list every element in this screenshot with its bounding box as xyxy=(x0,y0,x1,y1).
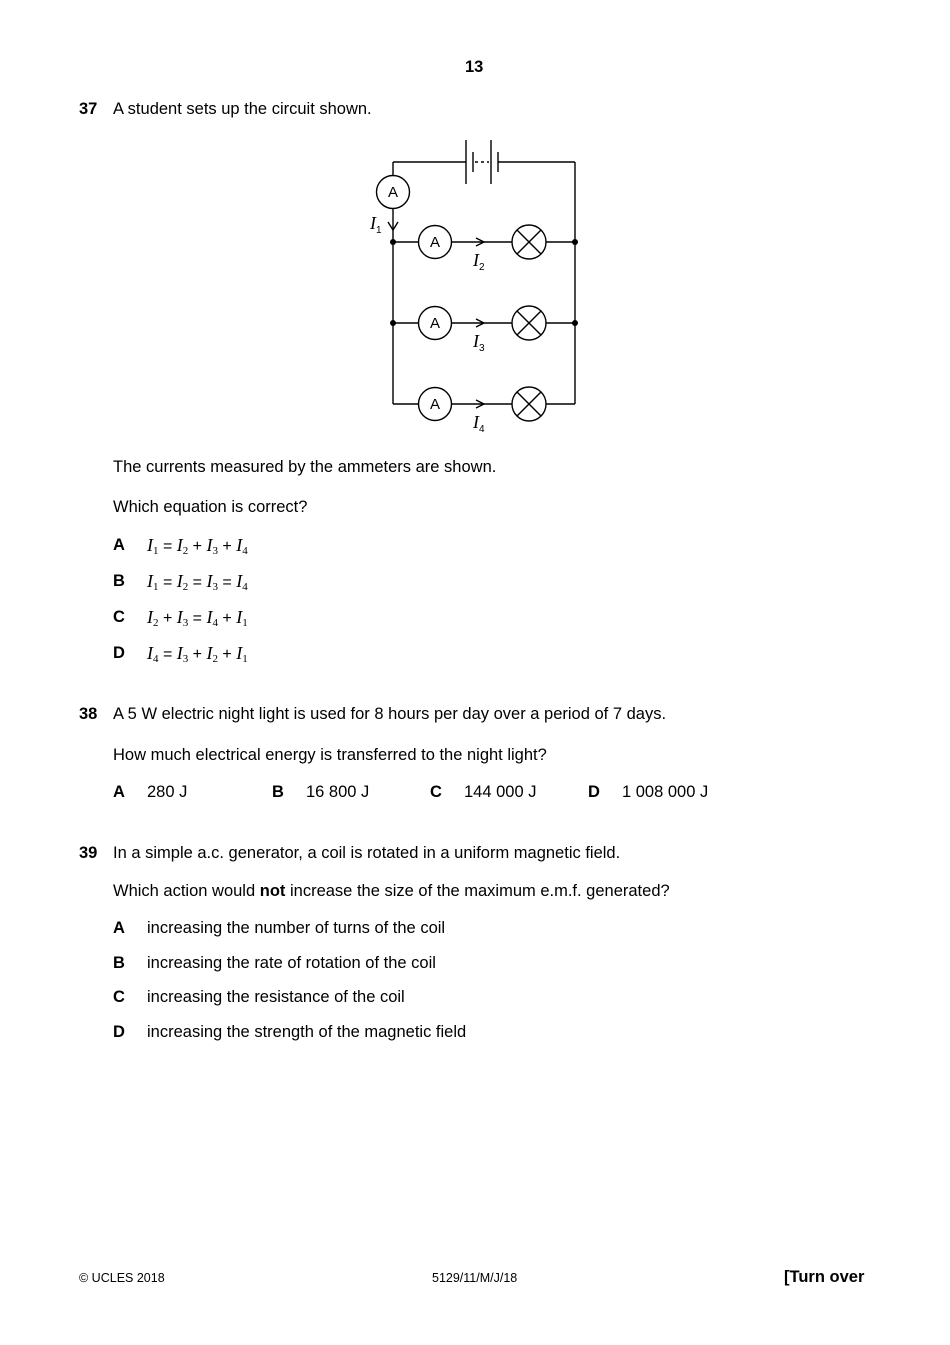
current-label-2: $I_2$ xyxy=(473,250,485,273)
operator: = xyxy=(158,574,177,591)
current-variable: $I_3$ xyxy=(176,643,189,665)
answer-option-a[interactable] xyxy=(113,783,188,802)
lamp-1 xyxy=(512,225,546,259)
answer-option-c[interactable] xyxy=(113,988,405,1007)
option-letter: C xyxy=(430,783,442,801)
option-letter: A xyxy=(113,536,125,554)
current-variable: $I_1$ xyxy=(147,571,159,593)
option-letter: B xyxy=(113,954,125,972)
option-text: 1 008 000 J xyxy=(622,783,709,801)
option-text: increasing the rate of rotation of the coil xyxy=(147,954,436,972)
question-38-stem: A 5 W electric night light is used for 8 hours per day over a period of 7 days. xyxy=(113,705,667,723)
current-variable: $I_2$ xyxy=(147,607,159,629)
option-text: 280 J xyxy=(147,783,188,801)
operator: + xyxy=(217,646,237,663)
option-text: increasing the strength of the magnetic field xyxy=(147,1023,467,1041)
current-variable: $I_4$ xyxy=(206,607,218,629)
footer-paper-code: 5129/11/M/J/18 xyxy=(432,1271,518,1285)
answer-option-d[interactable] xyxy=(113,1023,467,1042)
junction-dot xyxy=(572,239,578,245)
answer-option-d[interactable] xyxy=(588,783,709,802)
lamp-3 xyxy=(512,387,546,421)
equation xyxy=(147,643,248,665)
equation xyxy=(147,607,248,629)
ammeter-label: A xyxy=(429,234,441,251)
equation xyxy=(147,535,248,557)
circuit-diagram xyxy=(360,130,590,440)
question-38-question: How much electrical energy is transferred to the night light? xyxy=(113,746,547,764)
current-variable: $I_2$ xyxy=(176,535,189,557)
question-39-question: Which action would not increase the size of the maximum e.m.f. generated? xyxy=(113,882,670,900)
current-variable: $I_2$ xyxy=(206,643,218,665)
answer-option-b[interactable] xyxy=(272,783,370,802)
ammeter-label: A xyxy=(429,396,441,413)
current-variable: $I_2$ xyxy=(176,571,189,593)
answer-option-b[interactable] xyxy=(113,571,248,593)
page-number: 13 xyxy=(465,58,484,76)
operator: + xyxy=(188,646,207,663)
answer-option-a[interactable] xyxy=(113,919,446,938)
operator: = xyxy=(158,646,177,663)
current-variable: $I_3$ xyxy=(176,607,189,629)
ammeter-label: A xyxy=(429,315,441,332)
question-number-37: 37 xyxy=(79,100,98,118)
option-letter: D xyxy=(113,1023,125,1041)
option-text: increasing the resistance of the coil xyxy=(147,988,405,1006)
current-variable: $I_4$ xyxy=(236,571,248,593)
operator: = xyxy=(188,610,207,627)
option-text: 144 000 J xyxy=(464,783,537,801)
footer-copyright: © UCLES 2018 xyxy=(79,1271,165,1285)
operator: = xyxy=(217,574,237,591)
question-number-39: 39 xyxy=(79,844,98,862)
question-37-stem: A student sets up the circuit shown. xyxy=(113,100,372,118)
current-variable: $I_4$ xyxy=(236,535,248,557)
junction-dot xyxy=(572,320,578,326)
current-variable: $I_3$ xyxy=(206,571,218,593)
current-label-3: $I_3$ xyxy=(473,331,485,354)
equation xyxy=(147,571,248,593)
operator: + xyxy=(217,610,237,627)
operator: + xyxy=(188,538,207,555)
footer-turn-over: [Turn over xyxy=(784,1268,865,1286)
option-text: increasing the number of turns of the coil xyxy=(147,919,446,937)
operator: + xyxy=(158,610,177,627)
answer-option-a[interactable] xyxy=(113,535,248,557)
option-letter: C xyxy=(113,608,125,626)
operator: = xyxy=(158,538,177,555)
current-variable: $I_1$ xyxy=(236,643,248,665)
option-letter: A xyxy=(113,919,125,937)
current-variable: $I_1$ xyxy=(147,535,159,557)
junction-dot xyxy=(390,320,396,326)
option-letter: A xyxy=(113,783,125,801)
answer-option-c[interactable] xyxy=(430,783,537,802)
option-letter: B xyxy=(272,783,284,801)
question-39-stem: In a simple a.c. generator, a coil is rotated in a uniform magnetic field. xyxy=(113,844,621,862)
current-variable: $I_4$ xyxy=(147,643,159,665)
answer-option-c[interactable] xyxy=(113,607,248,629)
answer-option-d[interactable] xyxy=(113,643,248,665)
operator: = xyxy=(188,574,207,591)
option-letter: D xyxy=(113,644,125,662)
lamp-2 xyxy=(512,306,546,340)
option-letter: B xyxy=(113,572,125,590)
question-37-text-2: Which equation is correct? xyxy=(113,498,308,516)
ammeter-label: A xyxy=(387,184,399,201)
current-label-4: $I_4$ xyxy=(473,412,485,435)
operator: + xyxy=(217,538,237,555)
question-37-text-1: The currents measured by the ammeters are shown. xyxy=(113,458,497,476)
current-label-1: $I_1$ xyxy=(370,213,382,236)
answer-option-b[interactable] xyxy=(113,954,436,973)
option-letter: D xyxy=(588,783,600,801)
emphasis-not: not xyxy=(259,882,286,900)
current-variable: $I_3$ xyxy=(206,535,218,557)
question-number-38: 38 xyxy=(79,705,98,723)
junction-dot xyxy=(390,239,396,245)
current-variable: $I_1$ xyxy=(236,607,248,629)
option-letter: C xyxy=(113,988,125,1006)
option-text: 16 800 J xyxy=(306,783,370,801)
